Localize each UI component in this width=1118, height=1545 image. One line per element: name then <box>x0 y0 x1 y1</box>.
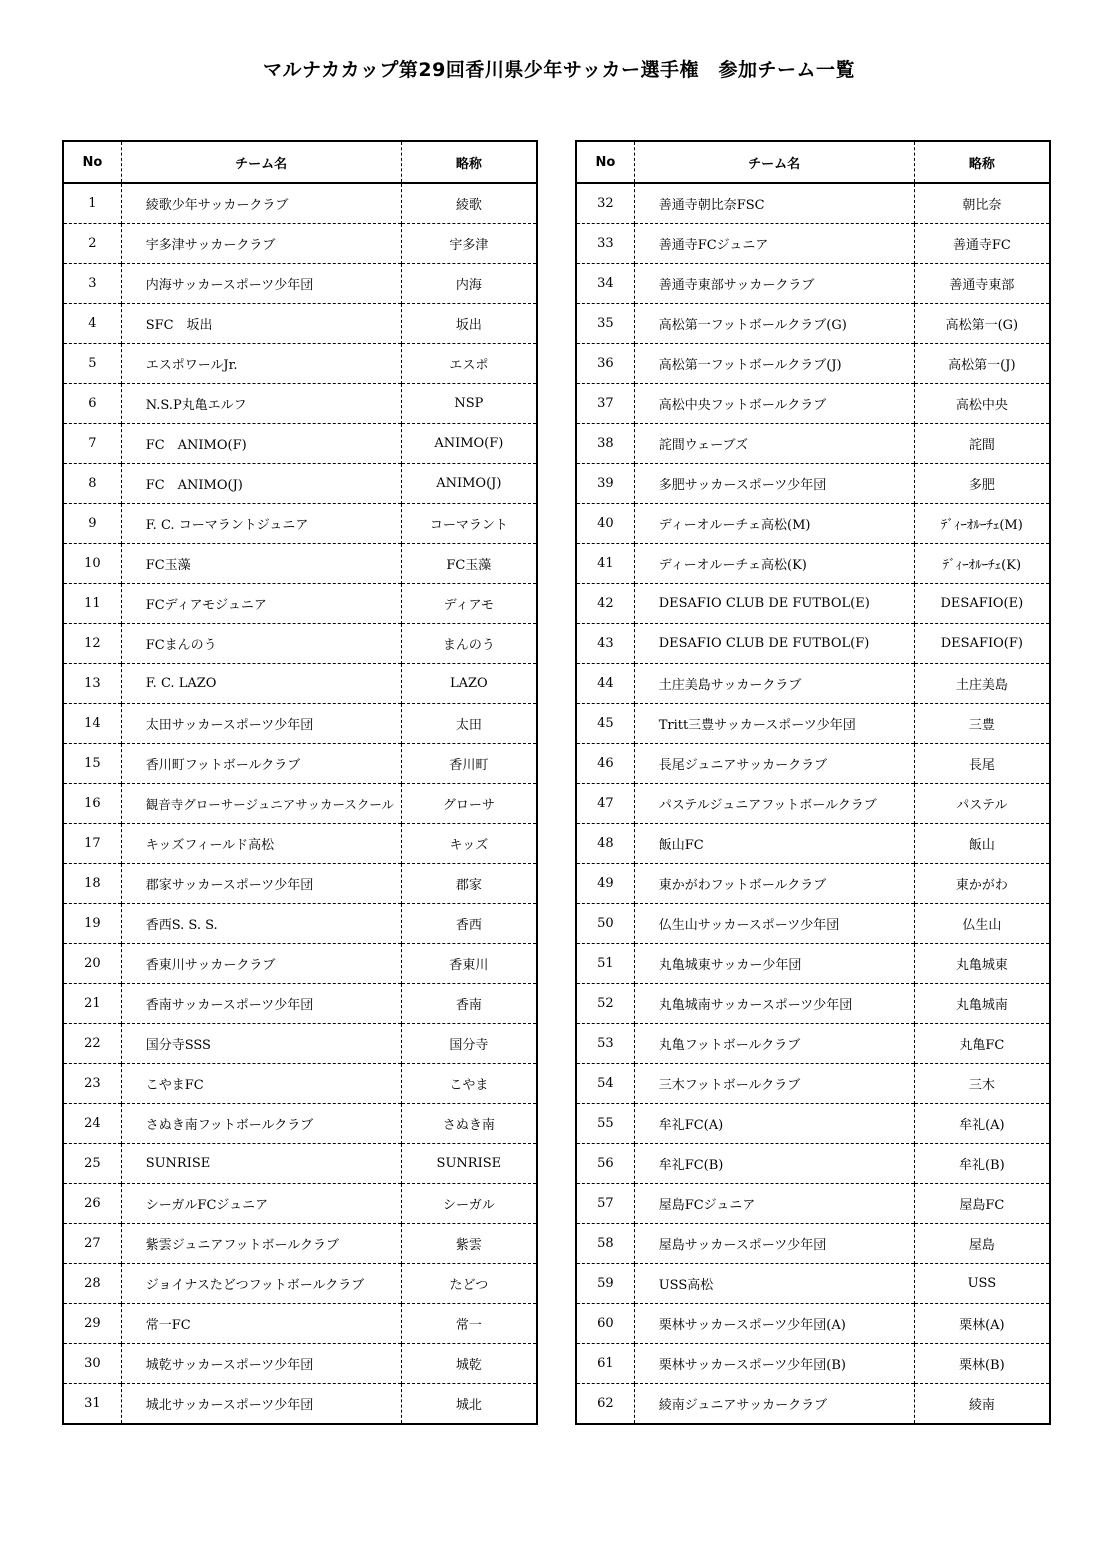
team-name: 観音寺グローサージュニアサッカースクール <box>121 784 401 824</box>
table-row <box>576 1344 1050 1384</box>
table-row <box>63 1104 537 1144</box>
team-abbreviation: たどつ <box>401 1264 537 1304</box>
team-abbreviation: 詫間 <box>914 424 1050 464</box>
team-abbreviation: USS <box>914 1264 1050 1304</box>
team-table-right <box>575 140 1051 1425</box>
team-number: 41 <box>576 544 634 584</box>
team-number: 60 <box>576 1304 634 1344</box>
table-row <box>576 224 1050 264</box>
team-abbreviation: 香川町 <box>401 744 537 784</box>
team-name: FC ANIMO(F) <box>121 424 401 464</box>
team-abbreviation: 牟礼(A) <box>914 1104 1050 1144</box>
table-row <box>576 944 1050 984</box>
team-number: 10 <box>63 544 121 584</box>
table-row <box>576 1064 1050 1104</box>
table-row <box>576 464 1050 504</box>
team-name: USS高松 <box>634 1264 914 1304</box>
table-row <box>576 544 1050 584</box>
table-row <box>576 384 1050 424</box>
table-row <box>63 504 537 544</box>
team-number: 20 <box>63 944 121 984</box>
team-abbreviation: こやま <box>401 1064 537 1104</box>
team-name: ディーオルーチェ高松(M) <box>634 504 914 544</box>
team-abbreviation: 宇多津 <box>401 224 537 264</box>
team-abbreviation: 丸亀城東 <box>914 944 1050 984</box>
team-abbreviation: シーガル <box>401 1184 537 1224</box>
team-abbreviation: 高松第一(J) <box>914 344 1050 384</box>
table-row <box>576 304 1050 344</box>
table-row <box>63 744 537 784</box>
team-abbreviation: ディアモ <box>401 584 537 624</box>
team-number: 54 <box>576 1064 634 1104</box>
team-number: 16 <box>63 784 121 824</box>
team-name: シーガルFCジュニア <box>121 1184 401 1224</box>
team-name: 屋島FCジュニア <box>634 1184 914 1224</box>
table-header-row <box>576 141 1050 183</box>
table-row <box>63 624 537 664</box>
team-number: 50 <box>576 904 634 944</box>
team-name: Tritt三豊サッカースポーツ少年団 <box>634 704 914 744</box>
team-number: 1 <box>63 183 121 224</box>
team-abbreviation: 牟礼(B) <box>914 1144 1050 1184</box>
team-name: 国分寺SSS <box>121 1024 401 1064</box>
team-name: 城乾サッカースポーツ少年団 <box>121 1344 401 1384</box>
team-name: FC玉藻 <box>121 544 401 584</box>
table-row <box>63 944 537 984</box>
table-row <box>576 1024 1050 1064</box>
team-number: 45 <box>576 704 634 744</box>
table-row <box>63 304 537 344</box>
table-row <box>63 464 537 504</box>
team-abbreviation: 坂出 <box>401 304 537 344</box>
table-row <box>576 1144 1050 1184</box>
team-name: 東かがわフットボールクラブ <box>634 864 914 904</box>
table-row <box>576 1384 1050 1425</box>
team-number: 43 <box>576 624 634 664</box>
team-number: 62 <box>576 1384 634 1425</box>
team-number: 48 <box>576 824 634 864</box>
team-name: F. C. LAZO <box>121 664 401 704</box>
team-number: 27 <box>63 1224 121 1264</box>
team-name: 仏生山サッカースポーツ少年団 <box>634 904 914 944</box>
team-name: 丸亀城南サッカースポーツ少年団 <box>634 984 914 1024</box>
team-abbreviation: 城北 <box>401 1384 537 1425</box>
table-row <box>63 584 537 624</box>
team-number: 2 <box>63 224 121 264</box>
team-name: 香西S. S. S. <box>121 904 401 944</box>
team-number: 38 <box>576 424 634 464</box>
team-number: 35 <box>576 304 634 344</box>
team-number: 40 <box>576 504 634 544</box>
table-row <box>63 984 537 1024</box>
team-abbreviation: キッズ <box>401 824 537 864</box>
team-abbreviation: 長尾 <box>914 744 1050 784</box>
team-name: 高松中央フットボールクラブ <box>634 384 914 424</box>
team-number: 34 <box>576 264 634 304</box>
table-row <box>576 264 1050 304</box>
team-name: 善通寺朝比奈FSC <box>634 183 914 224</box>
team-number: 22 <box>63 1024 121 1064</box>
team-number: 53 <box>576 1024 634 1064</box>
team-abbreviation: ﾃﾞｨｰｵﾙｰﾁｪ(M) <box>914 504 1050 544</box>
team-abbreviation: NSP <box>401 384 537 424</box>
team-name: 詫間ウェーブズ <box>634 424 914 464</box>
team-abbreviation: 香東川 <box>401 944 537 984</box>
table-row <box>63 224 537 264</box>
table-row <box>63 264 537 304</box>
team-name: N.S.P丸亀エルフ <box>121 384 401 424</box>
team-abbreviation: DESAFIO(F) <box>914 624 1050 664</box>
table-row <box>576 744 1050 784</box>
team-abbreviation: まんのう <box>401 624 537 664</box>
team-abbreviation: DESAFIO(E) <box>914 584 1050 624</box>
team-name: 牟礼FC(B) <box>634 1144 914 1184</box>
team-number: 6 <box>63 384 121 424</box>
team-number: 42 <box>576 584 634 624</box>
team-name: 善通寺FCジュニア <box>634 224 914 264</box>
table-row <box>63 544 537 584</box>
table-row <box>576 183 1050 224</box>
team-name: 長尾ジュニアサッカークラブ <box>634 744 914 784</box>
team-number: 61 <box>576 1344 634 1384</box>
table-row <box>576 424 1050 464</box>
header-team-name: チーム名 <box>121 141 401 183</box>
team-name: 郡家サッカースポーツ少年団 <box>121 864 401 904</box>
team-abbreviation: 東かがわ <box>914 864 1050 904</box>
team-number: 37 <box>576 384 634 424</box>
table-row <box>576 1264 1050 1304</box>
table-row <box>63 424 537 464</box>
team-name: 丸亀フットボールクラブ <box>634 1024 914 1064</box>
team-number: 14 <box>63 704 121 744</box>
table-row <box>63 904 537 944</box>
team-number: 26 <box>63 1184 121 1224</box>
team-number: 47 <box>576 784 634 824</box>
table-row <box>576 704 1050 744</box>
team-number: 24 <box>63 1104 121 1144</box>
table-row <box>576 504 1050 544</box>
team-number: 9 <box>63 504 121 544</box>
team-name: FCディアモジュニア <box>121 584 401 624</box>
team-number: 57 <box>576 1184 634 1224</box>
team-number: 8 <box>63 464 121 504</box>
header-abbreviation: 略称 <box>914 141 1050 183</box>
team-number: 58 <box>576 1224 634 1264</box>
table-row <box>63 1224 537 1264</box>
team-number: 55 <box>576 1104 634 1144</box>
team-name: 香南サッカースポーツ少年団 <box>121 984 401 1024</box>
team-number: 12 <box>63 624 121 664</box>
table-row <box>576 1304 1050 1344</box>
table-row <box>63 1184 537 1224</box>
table-row <box>63 384 537 424</box>
team-abbreviation: 高松第一(G) <box>914 304 1050 344</box>
team-name: こやまFC <box>121 1064 401 1104</box>
team-number: 4 <box>63 304 121 344</box>
team-number: 52 <box>576 984 634 1024</box>
team-abbreviation: パステル <box>914 784 1050 824</box>
header-no: No <box>576 141 634 183</box>
team-name: 綾南ジュニアサッカークラブ <box>634 1384 914 1425</box>
table-row <box>63 344 537 384</box>
team-name: F. C. コーマラントジュニア <box>121 504 401 544</box>
team-name: キッズフィールド高松 <box>121 824 401 864</box>
team-name: DESAFIO CLUB DE FUTBOL(F) <box>634 624 914 664</box>
team-number: 31 <box>63 1384 121 1425</box>
team-abbreviation: SUNRISE <box>401 1144 537 1184</box>
team-number: 33 <box>576 224 634 264</box>
table-row <box>576 904 1050 944</box>
team-abbreviation: 紫雲 <box>401 1224 537 1264</box>
team-abbreviation: 香南 <box>401 984 537 1024</box>
team-abbreviation: 太田 <box>401 704 537 744</box>
header-team-name: チーム名 <box>634 141 914 183</box>
team-name: SUNRISE <box>121 1144 401 1184</box>
team-name: 香東川サッカークラブ <box>121 944 401 984</box>
team-number: 46 <box>576 744 634 784</box>
table-row <box>63 664 537 704</box>
header-abbreviation: 略称 <box>401 141 537 183</box>
table-row <box>63 1384 537 1425</box>
team-abbreviation: FC玉藻 <box>401 544 537 584</box>
team-number: 17 <box>63 824 121 864</box>
team-abbreviation: コーマラント <box>401 504 537 544</box>
team-name: 多肥サッカースポーツ少年団 <box>634 464 914 504</box>
team-number: 18 <box>63 864 121 904</box>
team-abbreviation: ANIMO(F) <box>401 424 537 464</box>
team-abbreviation: 城乾 <box>401 1344 537 1384</box>
team-abbreviation: 善通寺東部 <box>914 264 1050 304</box>
team-abbreviation: 丸亀FC <box>914 1024 1050 1064</box>
team-number: 30 <box>63 1344 121 1384</box>
team-number: 5 <box>63 344 121 384</box>
team-name: 栗林サッカースポーツ少年団(B) <box>634 1344 914 1384</box>
table-row <box>63 1144 537 1184</box>
team-abbreviation: 土庄美島 <box>914 664 1050 704</box>
team-name: 栗林サッカースポーツ少年団(A) <box>634 1304 914 1344</box>
team-number: 23 <box>63 1064 121 1104</box>
table-row <box>63 1304 537 1344</box>
team-name: 飯山FC <box>634 824 914 864</box>
team-name: 牟礼FC(A) <box>634 1104 914 1144</box>
table-row <box>63 784 537 824</box>
team-abbreviation: 栗林(A) <box>914 1304 1050 1344</box>
team-name: 宇多津サッカークラブ <box>121 224 401 264</box>
team-abbreviation: グローサ <box>401 784 537 824</box>
table-row <box>63 824 537 864</box>
team-abbreviation: 屋島 <box>914 1224 1050 1264</box>
team-number: 51 <box>576 944 634 984</box>
team-abbreviation: LAZO <box>401 664 537 704</box>
team-number: 25 <box>63 1144 121 1184</box>
team-number: 36 <box>576 344 634 384</box>
team-number: 15 <box>63 744 121 784</box>
team-abbreviation: 多肥 <box>914 464 1050 504</box>
team-number: 49 <box>576 864 634 904</box>
team-name: 高松第一フットボールクラブ(G) <box>634 304 914 344</box>
team-name: パステルジュニアフットボールクラブ <box>634 784 914 824</box>
table-row <box>576 624 1050 664</box>
table-row <box>576 1224 1050 1264</box>
team-number: 29 <box>63 1304 121 1344</box>
team-abbreviation: 飯山 <box>914 824 1050 864</box>
team-name: ディーオルーチェ高松(K) <box>634 544 914 584</box>
team-name: FC ANIMO(J) <box>121 464 401 504</box>
team-name: DESAFIO CLUB DE FUTBOL(E) <box>634 584 914 624</box>
team-abbreviation: 常一 <box>401 1304 537 1344</box>
team-number: 13 <box>63 664 121 704</box>
team-abbreviation: 栗林(B) <box>914 1344 1050 1384</box>
team-name: 屋島サッカースポーツ少年団 <box>634 1224 914 1264</box>
team-abbreviation: 綾歌 <box>455 198 482 213</box>
team-name: 太田サッカースポーツ少年団 <box>121 704 401 744</box>
team-name: 善通寺東部サッカークラブ <box>634 264 914 304</box>
team-number: 7 <box>63 424 121 464</box>
team-abbreviation: 国分寺 <box>401 1024 537 1064</box>
team-abbreviation: 三木 <box>914 1064 1050 1104</box>
team-number: 11 <box>63 584 121 624</box>
team-number: 21 <box>63 984 121 1024</box>
team-abbreviation: さぬき南 <box>401 1104 537 1144</box>
team-abbreviation: 高松中央 <box>914 384 1050 424</box>
team-abbreviation: エスポ <box>401 344 537 384</box>
table-row <box>63 1024 537 1064</box>
team-number: 28 <box>63 1264 121 1304</box>
team-name: FCまんのう <box>121 624 401 664</box>
team-table-left <box>62 140 538 1425</box>
team-abbreviation: 丸亀城南 <box>914 984 1050 1024</box>
team-abbreviation: 綾南 <box>914 1384 1050 1425</box>
table-row <box>576 1104 1050 1144</box>
team-number: 39 <box>576 464 634 504</box>
table-row <box>576 864 1050 904</box>
team-name: SFC 坂出 <box>121 304 401 344</box>
team-abbreviation: ﾃﾞｨｰｵﾙｰﾁｪ(K) <box>914 544 1050 584</box>
team-abbreviation: 善通寺FC <box>914 224 1050 264</box>
team-number: 59 <box>576 1264 634 1304</box>
team-name: ジョイナスたどつフットボールクラブ <box>121 1264 401 1304</box>
table-row <box>576 824 1050 864</box>
team-abbreviation: 仏生山 <box>914 904 1050 944</box>
team-abbreviation: 内海 <box>401 264 537 304</box>
team-number: 19 <box>63 904 121 944</box>
table-row <box>63 704 537 744</box>
team-name: 城北サッカースポーツ少年団 <box>121 1384 401 1425</box>
table-row <box>63 183 537 224</box>
team-name: さぬき南フットボールクラブ <box>121 1104 401 1144</box>
table-row <box>63 1064 537 1104</box>
team-abbreviation: 香西 <box>401 904 537 944</box>
team-number: 44 <box>576 664 634 704</box>
team-name: 高松第一フットボールクラブ(J) <box>634 344 914 384</box>
table-row <box>576 344 1050 384</box>
team-abbreviation: 三豊 <box>914 704 1050 744</box>
team-abbreviation: 朝比奈 <box>962 198 1002 213</box>
team-name: 香川町フットボールクラブ <box>121 744 401 784</box>
team-name: 三木フットボールクラブ <box>634 1064 914 1104</box>
team-number: 32 <box>576 183 634 224</box>
team-number: 56 <box>576 1144 634 1184</box>
team-abbreviation: 屋島FC <box>914 1184 1050 1224</box>
table-row <box>576 984 1050 1024</box>
table-row <box>576 784 1050 824</box>
team-name: 内海サッカースポーツ少年団 <box>121 264 401 304</box>
table-row <box>576 584 1050 624</box>
table-header-row <box>63 141 537 183</box>
team-name: 丸亀城東サッカー少年団 <box>634 944 914 984</box>
team-name: 紫雲ジュニアフットボールクラブ <box>121 1224 401 1264</box>
table-row <box>576 1184 1050 1224</box>
page-title: マルナカカップ第29回香川県少年サッカー選手権 参加チーム一覧 <box>263 59 855 81</box>
team-name: 綾歌少年サッカークラブ <box>121 183 401 224</box>
team-name: エスポワールJr. <box>121 344 401 384</box>
table-row <box>63 864 537 904</box>
team-abbreviation: 郡家 <box>401 864 537 904</box>
team-abbreviation: ANIMO(J) <box>401 464 537 504</box>
table-row <box>576 664 1050 704</box>
team-name: 土庄美島サッカークラブ <box>634 664 914 704</box>
team-number: 3 <box>63 264 121 304</box>
team-name: 常一FC <box>121 1304 401 1344</box>
table-row <box>63 1264 537 1304</box>
header-no: No <box>63 141 121 183</box>
table-row <box>63 1344 537 1384</box>
